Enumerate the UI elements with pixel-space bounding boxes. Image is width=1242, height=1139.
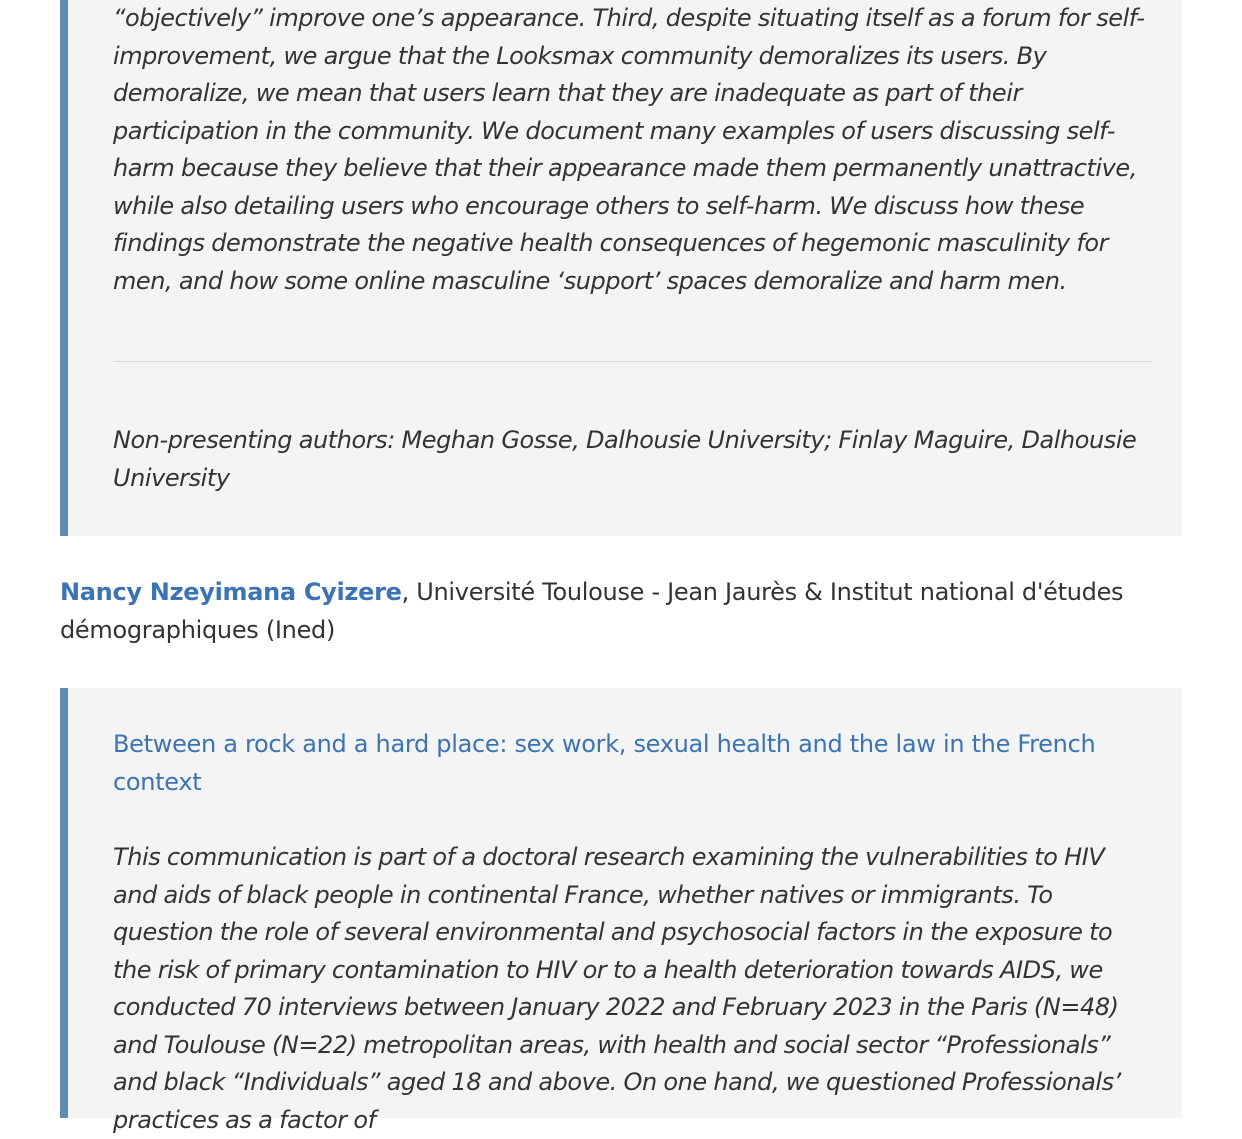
- non-presenting-authors: Non-presenting authors: Meghan Gosse, Dalhousie University; Finlay Maguire, Dalhousie University: [113, 426, 1137, 492]
- paper-title-link[interactable]: Between a rock and a hard place: sex work, sexual health and the law in the French context: [113, 730, 1096, 796]
- abstract-block-looksmax: [60, 0, 1182, 536]
- presenter-line: [60, 574, 1182, 649]
- presenter-name-link[interactable]: Nancy Nzeyimana Cyizere: [60, 578, 402, 606]
- abstract-text: “objectively” improve one’s appearance. Third, despite situating itself as a forum for self-improvement, we argue that the Looksmax community demoralizes its users. By demoralize, we mean that users learn that they are inadequate as part of their participation in the community. We document many examples of users discussing self-harm because they believe that their appearance made them permanently unattractive, while also detailing users who encourage others to self-harm. We discuss how these findings demonstrate the negative health consequences of hegemonic masculinity for men, and how some online masculine ‘support’ spaces demoralize and harm men.: [113, 4, 1145, 295]
- section-divider: [114, 361, 1152, 362]
- presenter-affiliation: , Université Toulouse - Jean Jaurès & Institut national d'études démographiques (Ined): [60, 578, 1124, 644]
- abstract-block-sex-work: [60, 688, 1182, 1134]
- abstract-text: This communication is part of a doctoral research examining the vulnerabilities to HIV and aids of black people in continental France, whether natives or immigrants. To question the role of several environmental and psychosocial factors in the exposure to the risk of primary contamination to HIV or to a health deterioration towards AIDS, we conducted 70 interviews between January 2022 and February 2023 in the Paris (N=48) and Toulouse (N=22) metropolitan areas, with health and social sector “Professionals” and black “Individuals” aged 18 and above. On one hand, we questioned Professionals’ practices as a factor of: [113, 843, 1121, 1134]
